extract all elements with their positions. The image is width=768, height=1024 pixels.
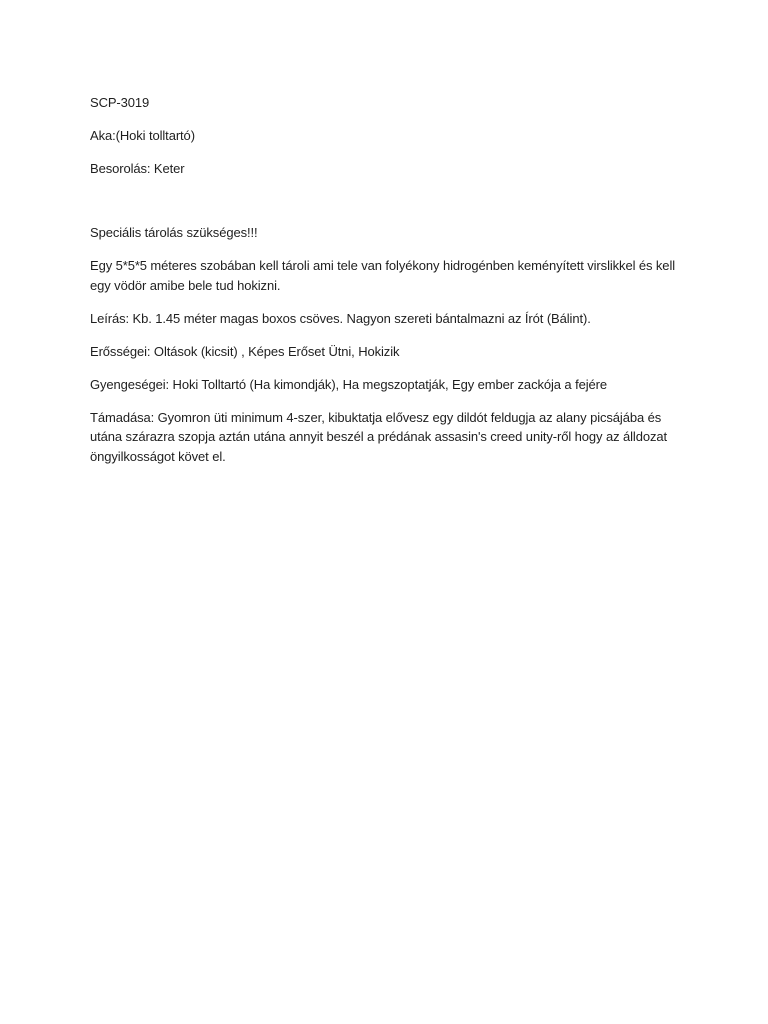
weaknesses-paragraph: Gyengeségei: Hoki Tolltartó (Ha kimondják), Ha megszoptatják, Egy ember zackója a fejére: [90, 376, 607, 392]
paragraph-spacer: [90, 243, 680, 257]
paragraph-spacer: [90, 146, 680, 160]
alias-line: Aka:(Hoki tolltartó): [90, 128, 195, 143]
document-title: SCP-3019: [90, 95, 150, 110]
paragraph-spacer: [90, 361, 680, 375]
special-containment-heading: Speciális tárolás szükséges!!!: [90, 225, 258, 240]
classification-line: Besorolás: Keter: [90, 161, 185, 176]
containment-procedure-paragraph: Egy 5*5*5 méteres szobában kell tároli ami tele van folyékony hidrogénben keményített virslikkel és kell egy vödör amibe bele tud hokizni.: [90, 258, 676, 293]
paragraph-spacer: [90, 113, 680, 127]
description-paragraph: Leírás: Kb. 1.45 méter magas boxos csöves. Nagyon szereti bántalmazni az Írót (Bálint).: [90, 310, 591, 326]
blank-paragraph-spacer: [90, 179, 680, 224]
document-body: [90, 93, 680, 466]
paragraph-spacer: [90, 295, 680, 309]
paragraph-spacer: [90, 328, 680, 342]
attack-paragraph: Támadása: Gyomron üti minimum 4-szer, kibuktatja elővesz egy dildót feldugja az alany picsájába és utána szárazra szopja aztán utána annyit beszél a prédának assasin's creed unity-ről hogy az álldozat öngyilkosságot követ el.: [90, 409, 668, 464]
strengths-paragraph: Erősségei: Oltások (kicsit) , Képes Erőset Ütni, Hokizik: [90, 343, 400, 359]
paragraph-spacer: [90, 394, 680, 408]
